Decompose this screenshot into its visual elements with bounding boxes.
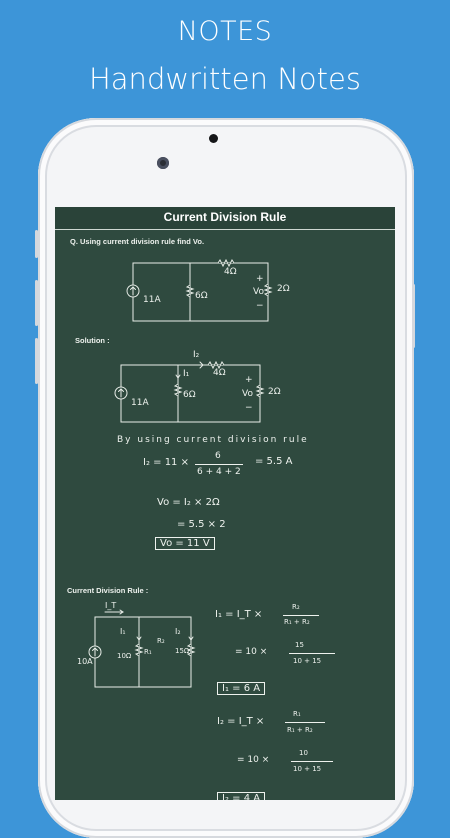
phone-power-button — [412, 284, 415, 348]
c3-r2-label: R₂ — [157, 637, 165, 645]
note-screen[interactable] — [55, 207, 395, 800]
c1-plus: + — [256, 274, 264, 284]
c3-r2-value: 15Ω — [175, 647, 190, 655]
c2-r1-label: 6Ω — [183, 390, 196, 400]
i1-subst-num: 15 — [295, 641, 304, 649]
i1-formula-lhs: I₁ = I_T × — [215, 609, 263, 620]
eq-i2-den: 6 + 4 + 2 — [197, 467, 241, 477]
i2-subst-lhs: = 10 × — [237, 755, 270, 765]
c1-r3-label: 2Ω — [277, 284, 290, 294]
c2-vo-label: Vo — [242, 389, 253, 399]
i2-result: I₂ = 4 A — [217, 792, 265, 800]
c2-i2-label: I₂ — [193, 350, 200, 360]
header-subtitle: Handwritten Notes — [88, 62, 361, 96]
eq-vo-result: Vo = 11 V — [155, 537, 215, 550]
c1-r2-label: 4Ω — [224, 267, 237, 277]
c1-source-label: 11A — [143, 295, 161, 305]
c1-minus: − — [256, 301, 264, 311]
phone-volume-up — [35, 280, 38, 326]
c2-source-label: 11A — [131, 398, 149, 408]
i1-subst-bar — [289, 653, 335, 654]
eq-i2-num: 6 — [215, 451, 221, 461]
i1-subst-lhs: = 10 × — [235, 647, 268, 657]
header-title: NOTES — [177, 16, 273, 47]
c2-minus: − — [245, 403, 253, 413]
c2-r3-label: 2Ω — [268, 387, 281, 397]
i2-subst-num: 10 — [299, 749, 308, 757]
eq-vo-line2: = 5.5 × 2 — [177, 519, 226, 530]
i1-formula-den: R₁ + R₂ — [284, 618, 310, 626]
c3-source-label: 10A — [77, 657, 93, 666]
i2-formula-lhs: I₂ = I_T × — [217, 716, 265, 727]
i1-formula-num: R₂ — [292, 603, 300, 611]
phone-camera — [157, 157, 169, 169]
question-text: Q. Using current division rule find Vo. — [70, 237, 205, 246]
eq-i2-fraction-bar — [195, 464, 243, 465]
c3-r1-label: R₁ — [144, 648, 152, 656]
solution-label: Solution : — [75, 336, 110, 345]
section-title: Current Division Rule : — [67, 586, 149, 595]
eq-vo-line1: Vo = I₂ × 2Ω — [157, 497, 220, 508]
phone-volume-down — [35, 338, 38, 384]
c3-r1-value: 10Ω — [117, 652, 132, 660]
phone-mute-switch — [35, 230, 38, 258]
i1-fraction-bar — [283, 615, 319, 616]
c2-plus: + — [245, 375, 253, 385]
c3-i1-label: I₁ — [120, 627, 126, 636]
i2-subst-den: 10 + 15 — [293, 765, 322, 773]
c1-r1-label: 6Ω — [195, 291, 208, 301]
c2-r2-label: 4Ω — [213, 368, 226, 378]
i1-result: I₁ = 6 A — [217, 682, 265, 695]
eq-i2-result: = 5.5 A — [255, 456, 293, 467]
c2-i1-label: I₁ — [183, 369, 190, 379]
using-rule-text: By using current division rule — [117, 435, 309, 445]
note-title: Current Division Rule — [55, 207, 395, 230]
circuit-drawings — [55, 207, 395, 800]
c3-i2-label: I₂ — [175, 627, 181, 636]
i2-formula-den: R₁ + R₂ — [287, 726, 313, 734]
c3-it-label: I_T — [105, 601, 117, 610]
i2-subst-bar — [291, 761, 333, 762]
eq-i2-lhs: I₂ = 11 × — [143, 457, 189, 468]
c1-vo-label: Vo — [253, 287, 264, 297]
i2-formula-num: R₁ — [293, 710, 301, 718]
i1-subst-den: 10 + 15 — [293, 657, 322, 665]
i2-fraction-bar — [285, 722, 325, 723]
phone-speaker — [209, 134, 218, 143]
